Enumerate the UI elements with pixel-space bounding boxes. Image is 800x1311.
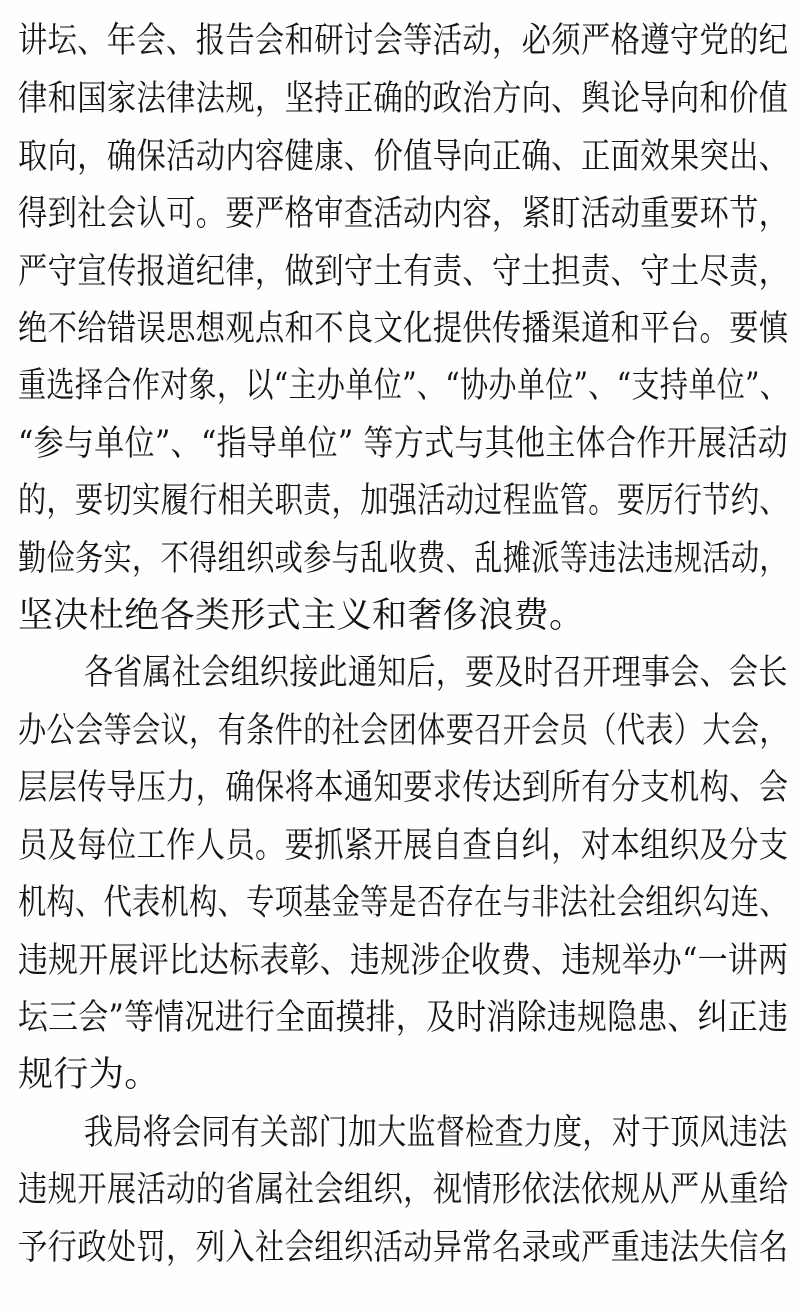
- text-line: 讲坛、年会、报告会和研讨会等活动，必须严格遵守党的纪: [18, 21, 789, 61]
- text-line: 取向，确保活动内容健康、价值导向正确、正面效果突出、: [18, 137, 789, 177]
- text-line: 机构、代表机构、专项基金等是否存在与非法社会组织勾连、: [18, 883, 788, 923]
- text-line: 绝不给错误思想观点和不良文化提供传播渠道和平台。要慎: [18, 309, 789, 349]
- text-line: 违规开展评比达标表彰、违规涉企收费、违规举办“一讲两: [18, 941, 789, 981]
- text-line: 律和国家法律法规，坚持正确的政治方向、舆论导向和价值: [18, 79, 789, 119]
- text-line: 得到社会认可。要严格审查活动内容，紧盯活动重要环节，: [18, 194, 789, 234]
- text-line: 重选择合作对象，以“主办单位”、“协办单位”、“支持单位”、: [18, 366, 789, 406]
- text-line: 的，要切实履行相关职责，加强活动过程监管。要厉行节约、: [18, 481, 788, 521]
- text-line: 员及每位工作人员。要抓紧开展自查自纠，对本组织及分支: [18, 826, 789, 866]
- text-line: 规行为。: [18, 1055, 160, 1095]
- text-line: 严守宣传报道纪律，做到守土有责、守土担责、守土尽责，: [18, 252, 789, 292]
- paragraph-first-line: 各省属社会组织接此通知后，要及时召开理事会、会长: [84, 653, 788, 693]
- text-line: 坛三会”等情况进行全面摸排，及时消除违规隐患、纠正违: [18, 998, 789, 1038]
- paragraph-first-line: 我局将会同有关部门加大监督检查力度，对于顶风违法: [84, 1113, 788, 1153]
- text-line: 予行政处罚，列入社会组织活动异常名录或严重违法失信名: [18, 1228, 789, 1268]
- text-line: 层层传导压力，确保将本通知要求传达到所有分支机构、会: [18, 768, 789, 808]
- text-line: “参与单位”、“指导单位” 等方式与其他主体合作开展活动: [18, 424, 788, 464]
- text-line: 坚决杜绝各类形式主义和奢侈浪费。: [18, 596, 585, 636]
- text-line: 勤俭务实，不得组织或参与乱收费、乱摊派等违法违规活动，: [18, 539, 788, 579]
- text-line: 违规开展活动的省属社会组织，视情形依法依规从严从重给: [18, 1170, 789, 1210]
- text-line: 办公会等会议，有条件的社会团体要召开会员（代表）大会，: [18, 711, 788, 751]
